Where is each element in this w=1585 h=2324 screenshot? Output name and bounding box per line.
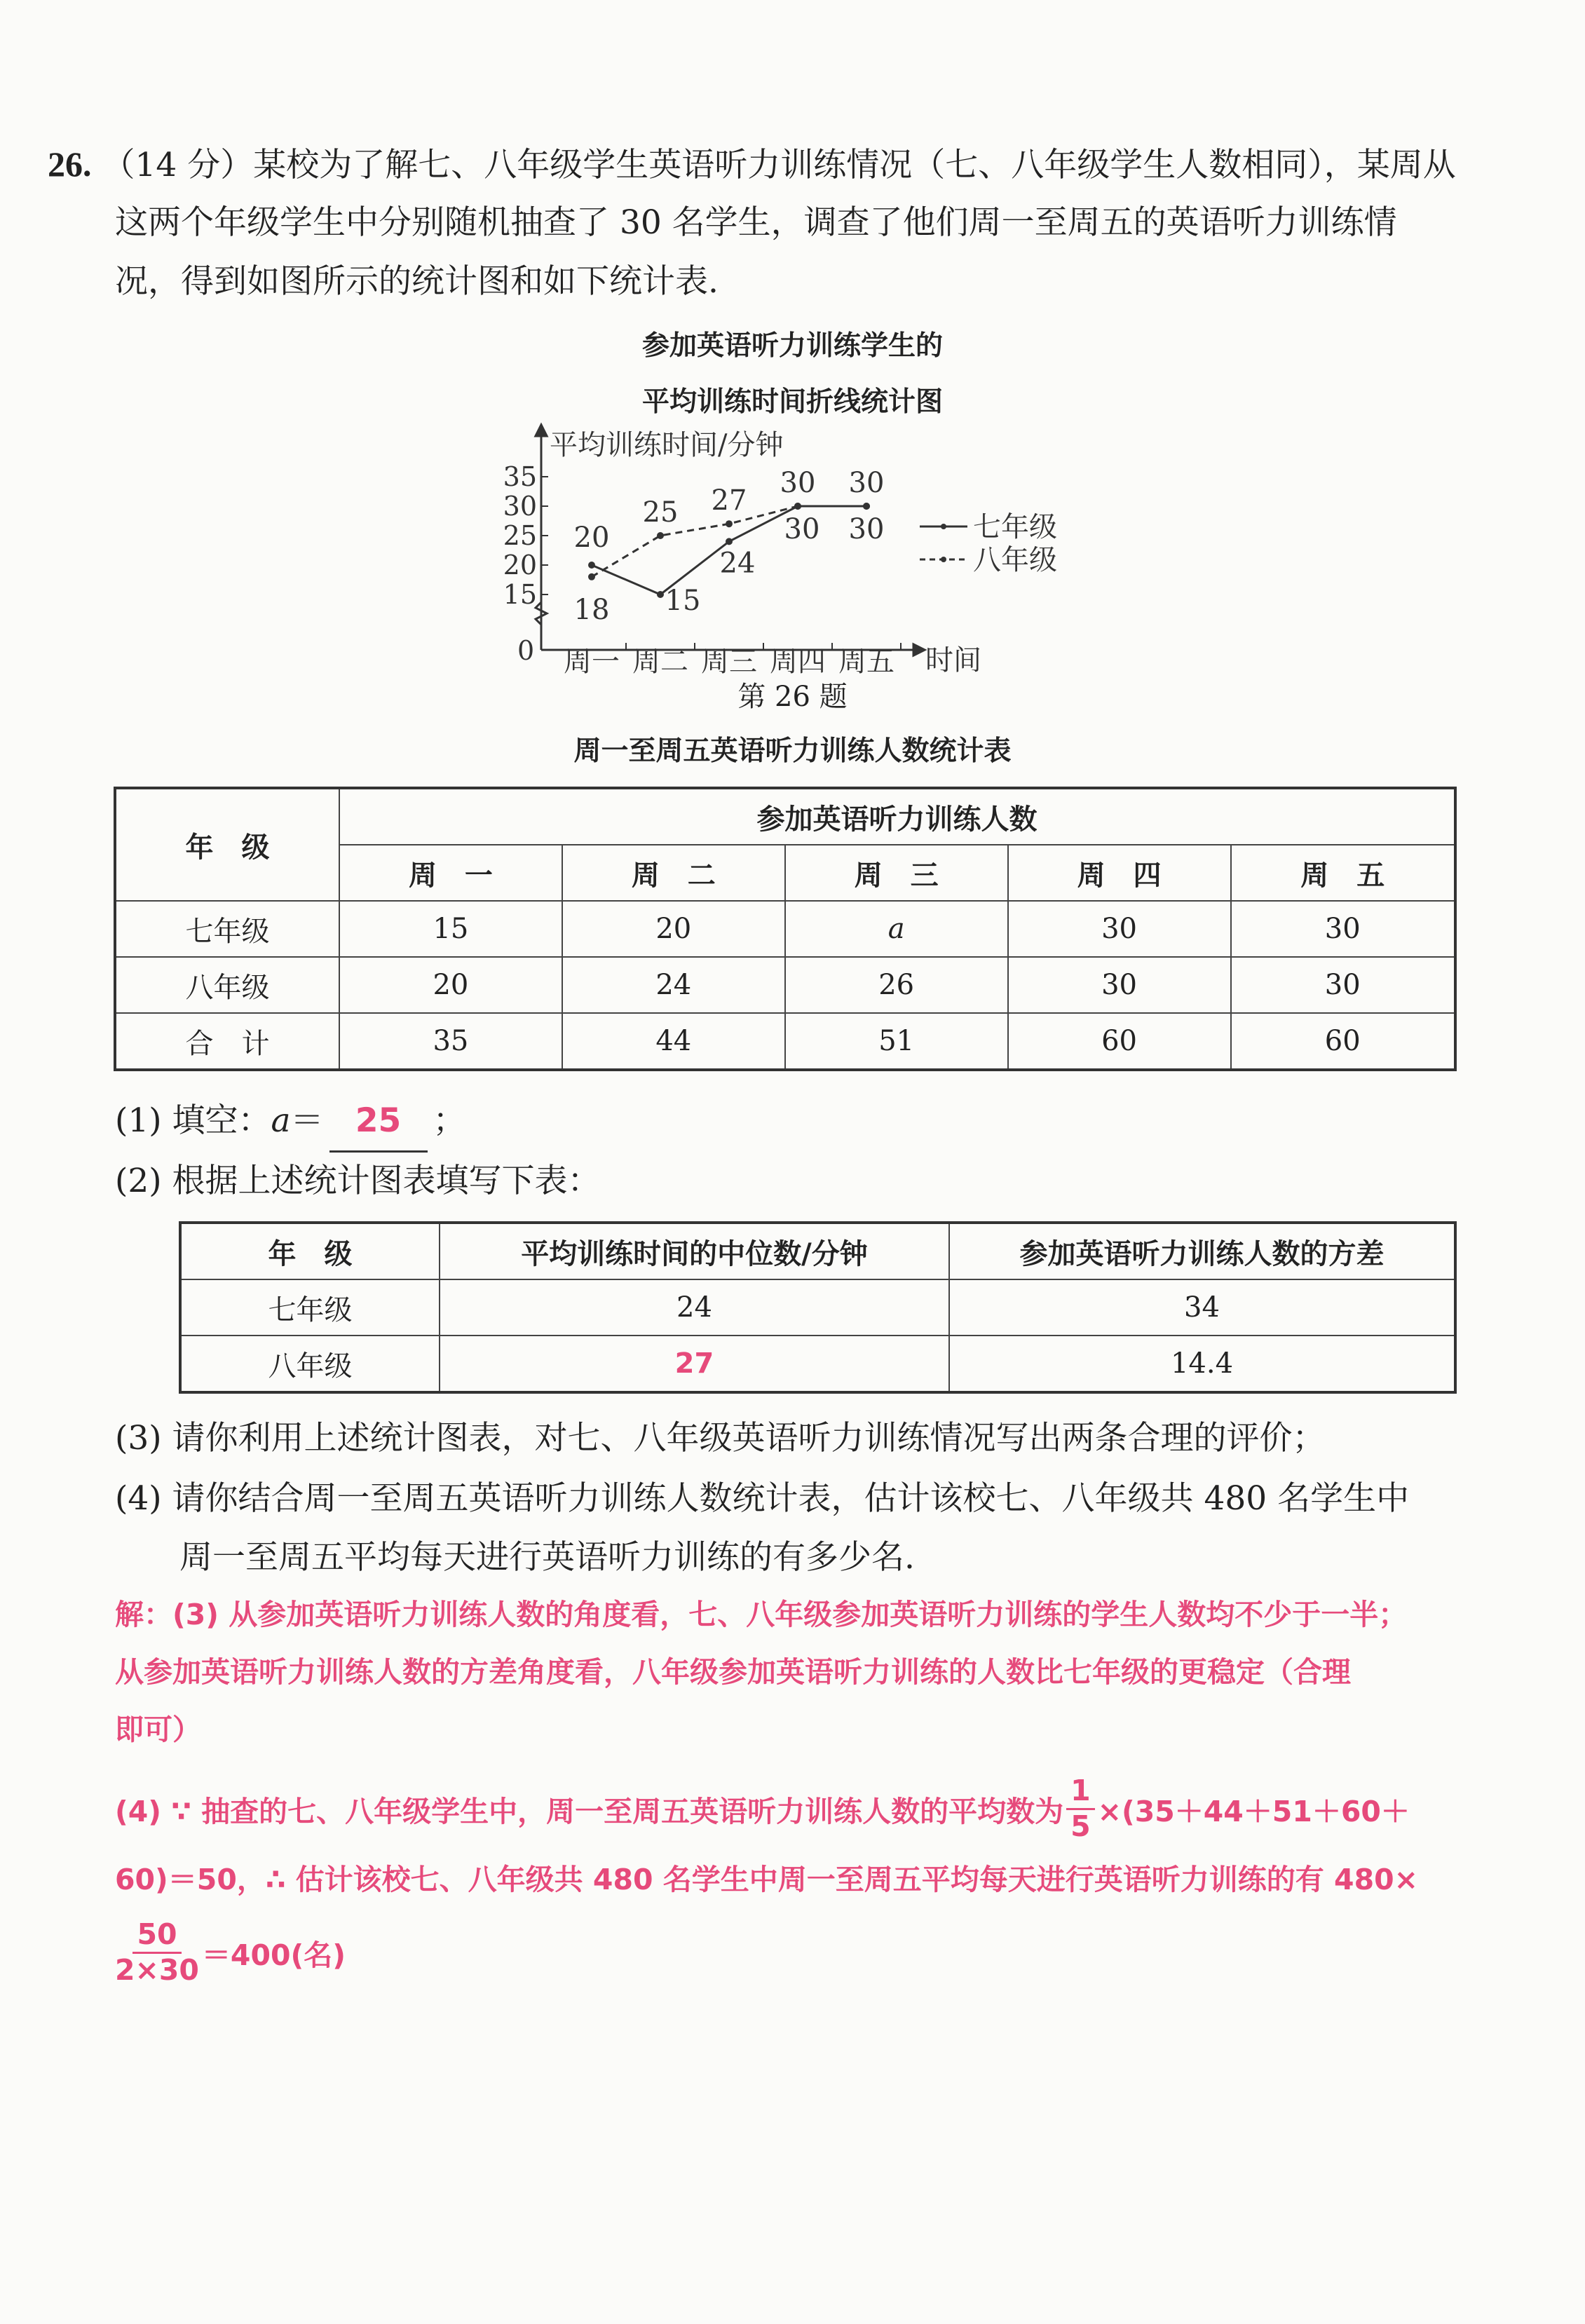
y-tick-label: 20 — [503, 550, 537, 580]
t1-cell: 30 — [1231, 957, 1456, 1013]
t1-day-header: 周 一 — [339, 845, 562, 901]
t2-row-label: 八年级 — [180, 1336, 440, 1392]
data-label: 24 — [719, 547, 756, 580]
data-label: 27 — [711, 484, 747, 517]
question-line-1 — [48, 135, 1456, 195]
part4-text-1: (4) 请你结合周一至周五英语听力训练人数统计表，估计该校七、八年级共 480 名学生中 — [115, 1479, 1410, 1518]
data-point — [657, 532, 664, 539]
x-tick-label: 周五 — [838, 646, 894, 678]
fraction-numerator: 1 — [1066, 1774, 1095, 1809]
t1-cell: 30 — [1008, 901, 1231, 957]
t1-cell: a — [785, 901, 1008, 957]
table1-title: 周一至周五英语听力训练人数统计表 — [573, 735, 1012, 767]
data-label: 30 — [848, 467, 885, 499]
t1-cell: 20 — [562, 901, 785, 957]
t1-cell: 44 — [562, 1013, 785, 1070]
t1-cell: 15 — [339, 901, 562, 957]
stats-table — [179, 1221, 1457, 1394]
y-tick-label: 30 — [503, 491, 537, 522]
y-tick-label: 35 — [503, 461, 537, 492]
data-label: 20 — [573, 522, 610, 554]
y-tick-label: 25 — [503, 520, 537, 551]
t1-cell: 51 — [785, 1013, 1008, 1070]
fraction-numerator: 50 — [132, 1918, 181, 1953]
legend-dot-grade8 — [941, 557, 946, 562]
question-text-3: 况，得到如图所示的统计图和如下统计表. — [115, 262, 719, 301]
legend-label-grade7: 七年级 — [973, 511, 1057, 543]
t2-header: 参加英语听力训练人数的方差 — [949, 1223, 1455, 1279]
solution-3-line-1: 解：(3) 从参加英语听力训练人数的角度看，七、八年级参加英语听力训练的学生人数均不少于一半； — [115, 1598, 1408, 1631]
solution-4-result: ＝400(名) — [201, 1938, 346, 1972]
table-row — [115, 901, 1455, 957]
t2-variance: 14.4 — [949, 1336, 1455, 1392]
solution-3-line-3: 即可） — [115, 1713, 201, 1746]
t1-cell: 60 — [1231, 1013, 1456, 1070]
x-tick-label: 周四 — [770, 646, 826, 678]
question-text-1: （14 分）某校为了解七、八年级学生英语听力训练情况（七、八年级学生人数相同），某周从 — [102, 146, 1456, 184]
data-label: 30 — [848, 513, 885, 545]
solution-4-line-1 — [115, 1774, 1410, 1844]
question-number: 26. — [48, 144, 92, 184]
data-label: 25 — [642, 496, 679, 529]
chart-title: 参加英语听力训练学生的 — [641, 330, 943, 362]
fraction-1-5 — [1066, 1774, 1095, 1842]
part1-line — [115, 1092, 466, 1153]
t1-cell: 26 — [785, 957, 1008, 1013]
t1-cell: 35 — [339, 1013, 562, 1070]
t2-header: 平均训练时间的中位数/分钟 — [440, 1223, 949, 1279]
origin-label: 0 — [517, 635, 535, 666]
part4-text-2: 周一至周五平均每天进行英语听力训练的有多少名. — [179, 1538, 915, 1577]
t2-variance: 34 — [949, 1279, 1455, 1336]
data-label: 18 — [573, 593, 610, 626]
t2-median: 24 — [440, 1279, 949, 1336]
fraction-50-over-60 — [115, 1918, 199, 1986]
t1-cell: 24 — [562, 957, 785, 1013]
data-label: 30 — [780, 467, 816, 499]
data-label: 15 — [665, 585, 701, 617]
t1-row-label: 合 计 — [115, 1013, 339, 1070]
data-point — [863, 503, 870, 510]
t1-row-label: 八年级 — [115, 957, 339, 1013]
table-row — [115, 957, 1455, 1013]
table-row — [115, 1013, 1455, 1070]
legend-dot-grade7 — [941, 524, 946, 529]
t1-cell: 30 — [1008, 957, 1231, 1013]
chart-marks — [574, 467, 885, 626]
part1-suffix: ； — [433, 1101, 466, 1140]
t2-header: 年 级 — [180, 1223, 440, 1279]
part1-var: a — [271, 1101, 291, 1140]
data-point — [726, 520, 733, 527]
table-row — [180, 1279, 1455, 1336]
t2-row-label: 七年级 — [180, 1279, 440, 1336]
solution-4-text-b: ×(35＋44＋51＋60＋ — [1097, 1794, 1410, 1828]
training-count-table — [114, 787, 1457, 1071]
x-tick-label: 周三 — [701, 646, 757, 678]
figure-caption: 第 26 题 — [737, 681, 848, 713]
y-tick-label: 15 — [503, 579, 537, 610]
solution-3-line-2: 从参加英语听力训练人数的方差角度看，八年级参加英语听力训练的人数比七年级的更稳定（合理 — [115, 1655, 1351, 1689]
chart-legend — [920, 511, 1057, 576]
y-axis-label: 平均训练时间/分钟 — [550, 429, 784, 461]
table-row — [180, 1336, 1455, 1392]
t1-cell: 20 — [339, 957, 562, 1013]
chart-subtitle: 平均训练时间折线统计图 — [641, 386, 943, 418]
data-label: 30 — [784, 513, 820, 545]
legend-label-grade8: 八年级 — [973, 544, 1057, 576]
solution-4-text-a: (4) ∵ 抽查的七、八年级学生中，周一至周五英语听力训练人数的平均数为 — [115, 1794, 1064, 1828]
t1-day-header: 周 五 — [1231, 845, 1456, 901]
data-point — [588, 562, 595, 569]
t1-group-header: 参加英语听力训练人数 — [339, 788, 1455, 845]
t1-day-header: 周 四 — [1008, 845, 1231, 901]
x-axis-label: 时间 — [925, 644, 981, 677]
part3-text: (3) 请你利用上述统计图表，对七、八年级英语听力训练情况写出两条合理的评价； — [115, 1419, 1326, 1457]
data-point — [588, 573, 595, 580]
fraction-denominator: 5 — [1070, 1809, 1091, 1843]
t1-grade-header: 年 级 — [115, 788, 339, 901]
t1-day-header: 周 三 — [785, 845, 1008, 901]
t2-median-answer: 27 — [440, 1336, 949, 1392]
solution-4-line-3 — [115, 1914, 346, 1991]
part1-answer: 25 — [355, 1101, 402, 1140]
x-tick-label: 周二 — [632, 646, 688, 678]
data-point — [657, 591, 664, 598]
part1-eq: ＝ — [290, 1101, 324, 1140]
solution-4-line-2: 60)＝50，∴ 估计该校七、八年级共 480 名学生中周一至周五平均每天进行英语听力训练的有 480× — [115, 1863, 1418, 1896]
t1-row-label: 七年级 — [115, 901, 339, 957]
part2-text: (2) 根据上述统计图表填写下表： — [115, 1162, 601, 1200]
fraction-denominator: 2×30 — [115, 1952, 199, 1987]
t1-day-header: 周 二 — [562, 845, 785, 901]
part1-prefix: (1) 填空： — [115, 1101, 271, 1140]
data-point — [794, 503, 801, 510]
part1-answer-blank — [329, 1092, 428, 1153]
x-tick-label: 周一 — [564, 646, 620, 678]
t1-cell: 60 — [1008, 1013, 1231, 1070]
question-text-2: 这两个年级学生中分别随机抽查了 30 名学生，调查了他们周一至周五的英语听力训练情 — [115, 203, 1397, 242]
t1-cell: 30 — [1231, 901, 1456, 957]
data-point — [726, 538, 733, 545]
